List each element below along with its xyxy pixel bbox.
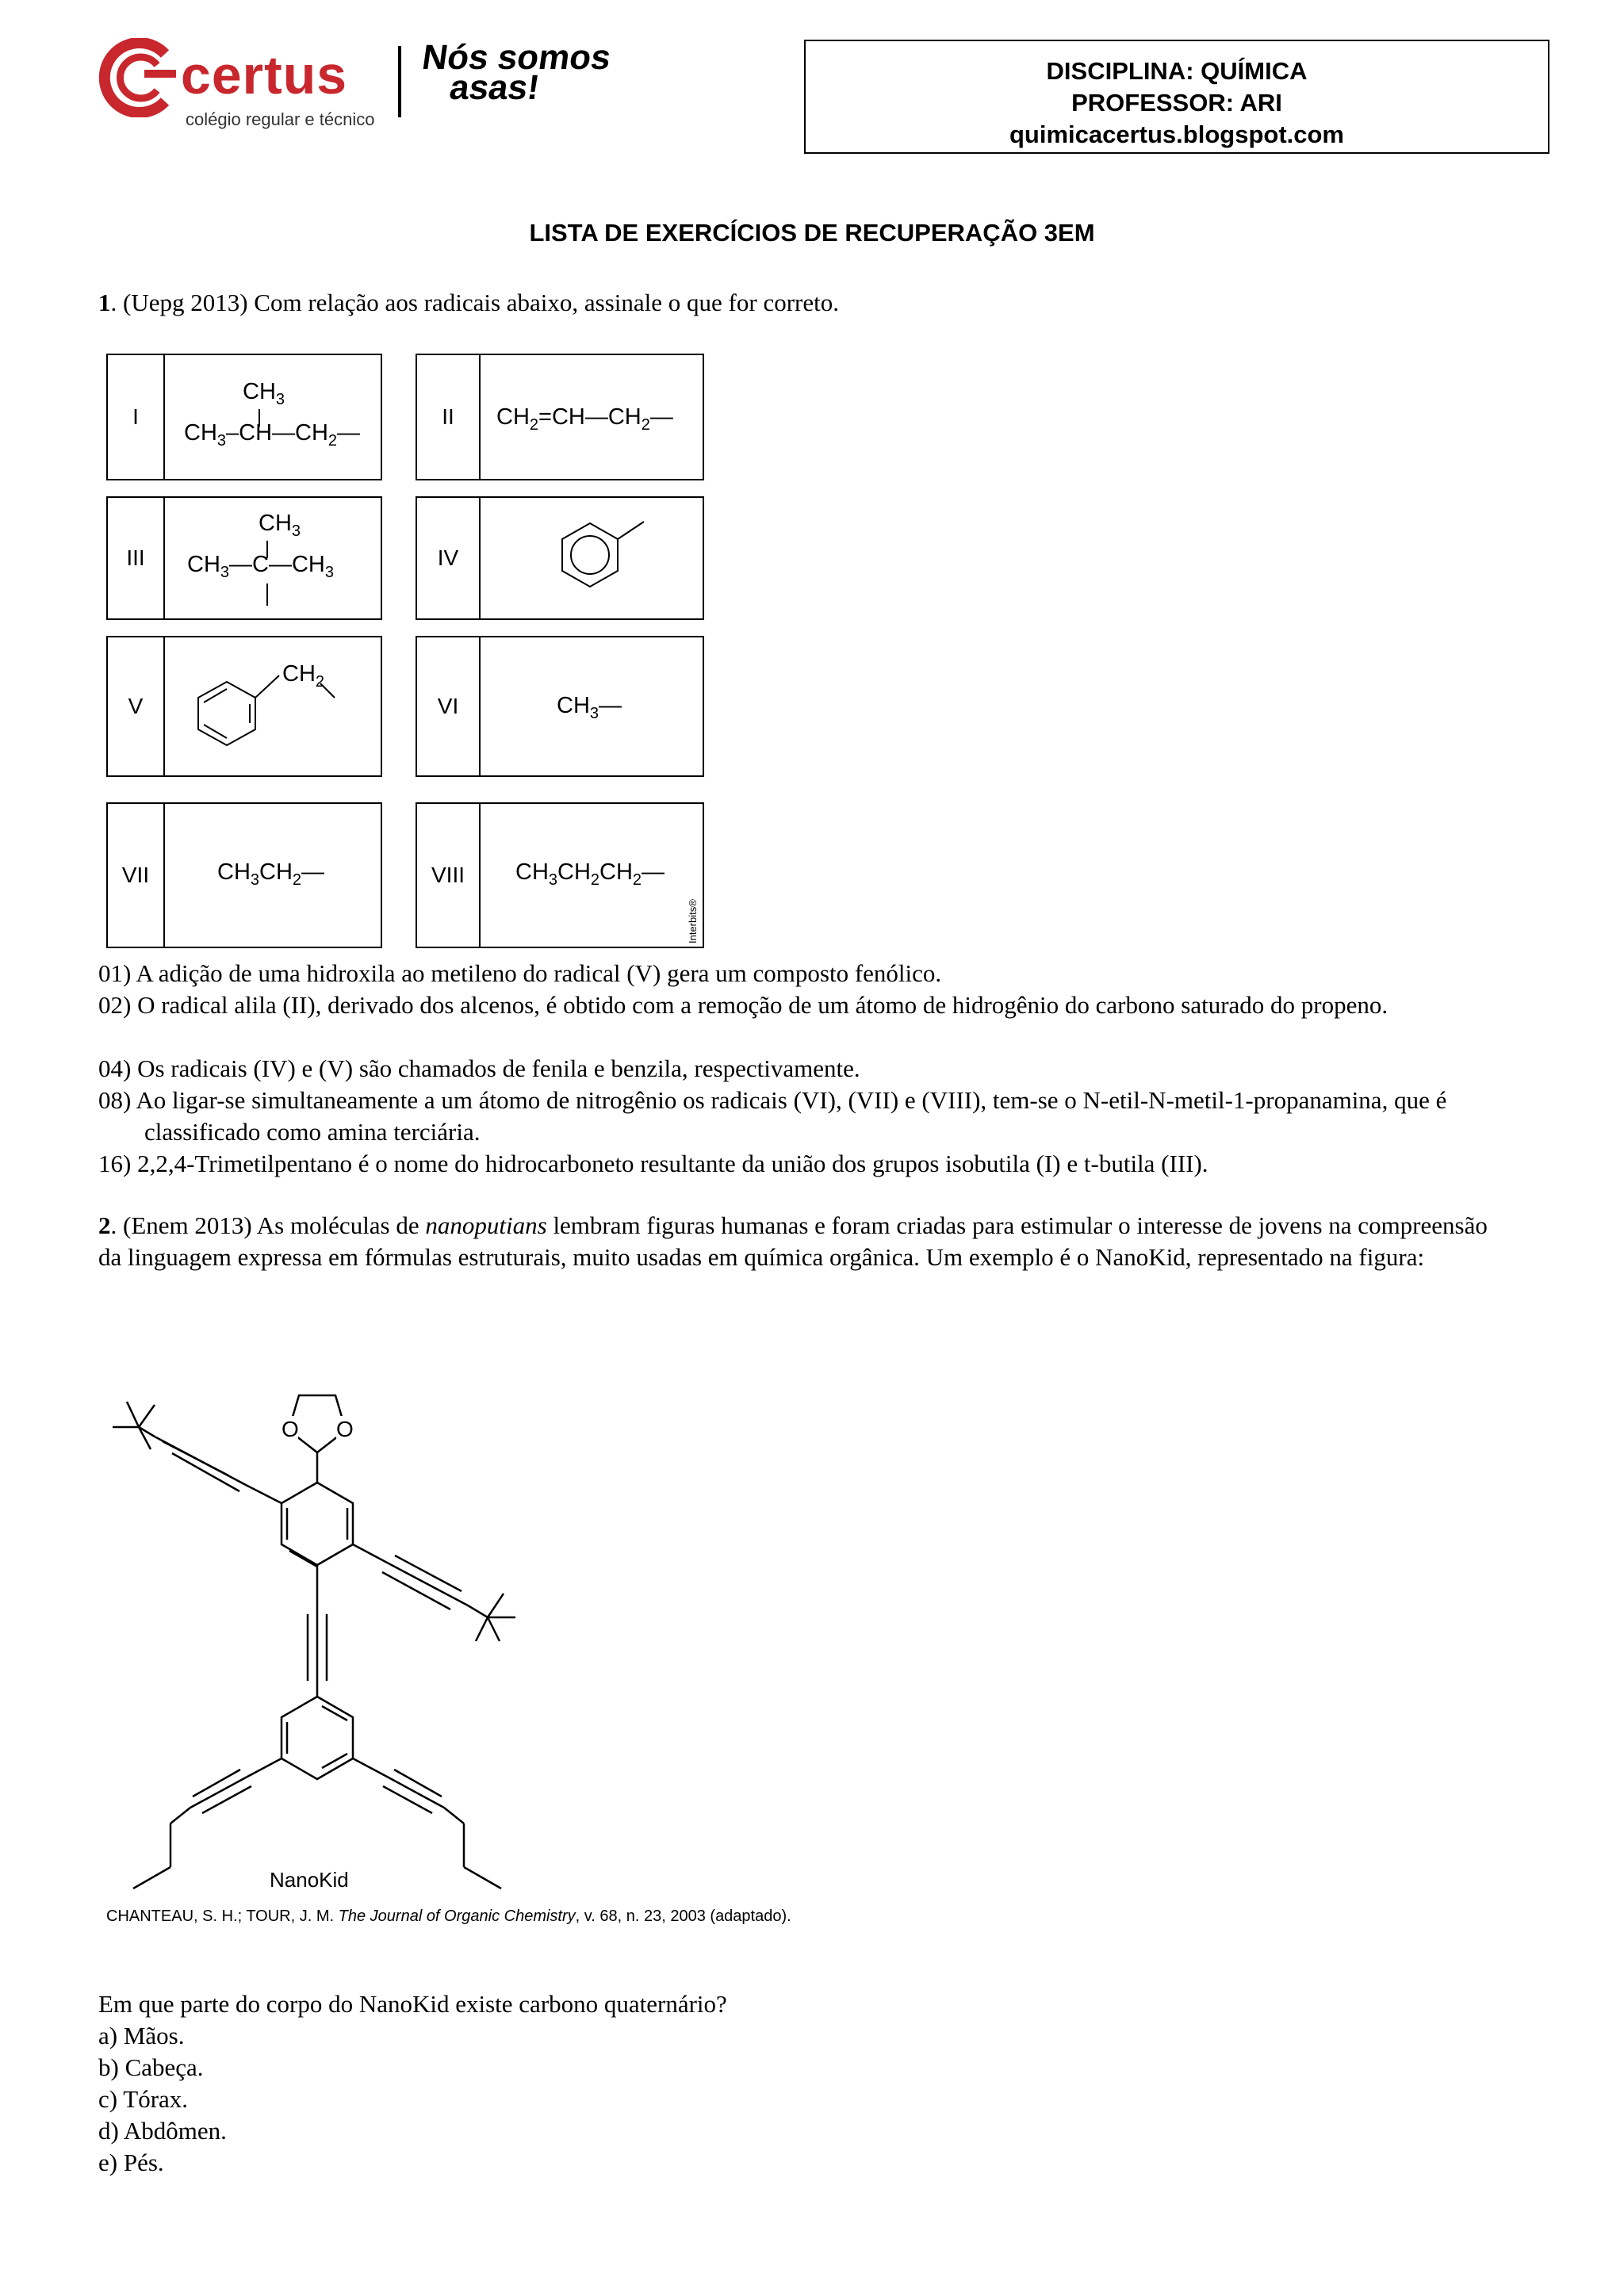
bond-line xyxy=(266,584,268,606)
phenyl-ring-icon xyxy=(527,499,685,618)
q2-option-a: a) Mãos. xyxy=(98,2022,185,2049)
oxygen-atom-right: O xyxy=(336,1417,354,1441)
oxygen-atom-left: O xyxy=(282,1417,299,1441)
question-1-header xyxy=(98,287,1510,319)
radical-viii-formula: $CH_3CH_2CH_2—$ xyxy=(515,859,665,889)
slogan-line-1: Nós somos xyxy=(419,38,614,77)
radical-cell-v xyxy=(106,636,382,777)
lower-benzene-ring xyxy=(282,1697,353,1779)
radical-cell-ii xyxy=(416,354,704,480)
blog-url: quimicacertus.blogspot.com xyxy=(1009,121,1344,148)
discipline: DISCIPLINA: QUÍMICA xyxy=(1046,57,1308,85)
radical-label: VII xyxy=(108,804,165,947)
logo-divider xyxy=(398,46,401,117)
course-info-box xyxy=(804,40,1549,154)
q2-option-d: d) Abdômen. xyxy=(98,2117,227,2145)
q1-option-01: 01) A adição de uma hidroxila ao metileno do radical (V) gera um composto fenólico. xyxy=(98,959,942,987)
question-1-number: 1 xyxy=(98,289,111,316)
school-logo xyxy=(79,38,650,129)
radical-cell-vii xyxy=(106,802,382,948)
q2-option-b: b) Cabeça. xyxy=(98,2053,204,2081)
radical-label: II xyxy=(417,355,481,479)
q2-option-c: c) Tórax. xyxy=(98,2085,189,2113)
slogan xyxy=(416,38,614,107)
teacher: PROFESSOR: ARI xyxy=(1071,89,1282,117)
radical-cell-vi xyxy=(416,636,704,777)
q1-option-08: 08) Ao ligar-se simultaneamente a um átomo de nitrogênio os radicais (VI), (VII) e (VIII), tem-se o N-etil-N-metil-1-propanamina, que é classificado como amina terciária. xyxy=(98,1086,1447,1146)
radical-vi-formula: $CH_3—$ xyxy=(557,693,622,722)
image-credit: Interbits® xyxy=(687,899,699,943)
radical-v-methylene: $CH_2$ xyxy=(282,661,325,691)
question-2-text: 2. (Enem 2013) As moléculas de nanoputians lembram figuras humanas e foram criadas para estimular o interesse de jovens na compreensão da linguagem expressa em fórmulas estruturais, muito usadas em química orgânica. Um exemplo é o NanoKid, representado na figura: xyxy=(98,1211,1488,1271)
certus-emblem-icon xyxy=(79,38,178,117)
question-2-number: 2 xyxy=(98,1211,111,1239)
figure-label: NanoKid xyxy=(270,1868,349,1892)
q1-option-16: 16) 2,2,4-Trimetilpentano é o nome do hidrocarboneto resultante da união dos grupos isobutila (I) e t-butila (III). xyxy=(98,1150,1208,1177)
radical-i-branch: $CH_3$ xyxy=(243,379,285,408)
question-2-prompt: Em que parte do corpo do NanoKid existe carbono quaternário? xyxy=(98,1990,727,2018)
radical-label: VIII xyxy=(417,804,481,947)
radical-cell-iii xyxy=(106,496,382,620)
radical-label: VI xyxy=(417,637,481,775)
radical-vii-formula: $CH_3CH_2—$ xyxy=(217,859,325,889)
radical-label: III xyxy=(108,498,165,618)
radical-cell-i xyxy=(106,354,382,480)
radical-iii-chain: $CH_3—C—CH_3$ xyxy=(187,552,334,581)
slogan-line-2: asas! xyxy=(446,68,542,107)
radical-label: I xyxy=(108,355,165,479)
brand-name: certus xyxy=(181,45,348,105)
q1-option-02: 02) O radical alila (II), derivado dos alcenos, é obtido com a remoção de um átomo de hidrogênio do carbono saturado do propeno. xyxy=(98,991,1388,1019)
brand-subtitle: colégio regular e técnico xyxy=(186,109,375,129)
q1-option-04: 04) Os radicais (IV) e (V) são chamados de fenila e benzila, respectivamente. xyxy=(98,1054,860,1082)
question-1-text: . (Uepg 2013) Com relação aos radicais abaixo, assinale o que for correto. xyxy=(110,289,839,316)
figure-citation: CHANTEAU, S. H.; TOUR, J. M. The Journal of Organic Chemistry, v. 68, n. 23, 2003 (adaptado). xyxy=(106,1908,791,1925)
radical-cell-viii xyxy=(416,802,704,948)
radical-label: V xyxy=(108,637,165,775)
nanokid-structure xyxy=(95,1348,539,1903)
page-title: LISTA DE EXERCÍCIOS DE RECUPERAÇÃO 3EM xyxy=(529,219,1095,247)
italic-term: nanoputians xyxy=(425,1211,547,1239)
radical-ii-formula: $CH_2=CH—CH_2—$ xyxy=(496,404,673,434)
radical-iii-branch: $CH_3$ xyxy=(259,511,301,540)
radical-i-chain: $CH_3-CH—CH_2—$ xyxy=(184,420,361,450)
radical-label: IV xyxy=(417,498,481,618)
radical-cell-iv xyxy=(416,496,704,620)
q2-option-e: e) Pés. xyxy=(98,2149,164,2176)
